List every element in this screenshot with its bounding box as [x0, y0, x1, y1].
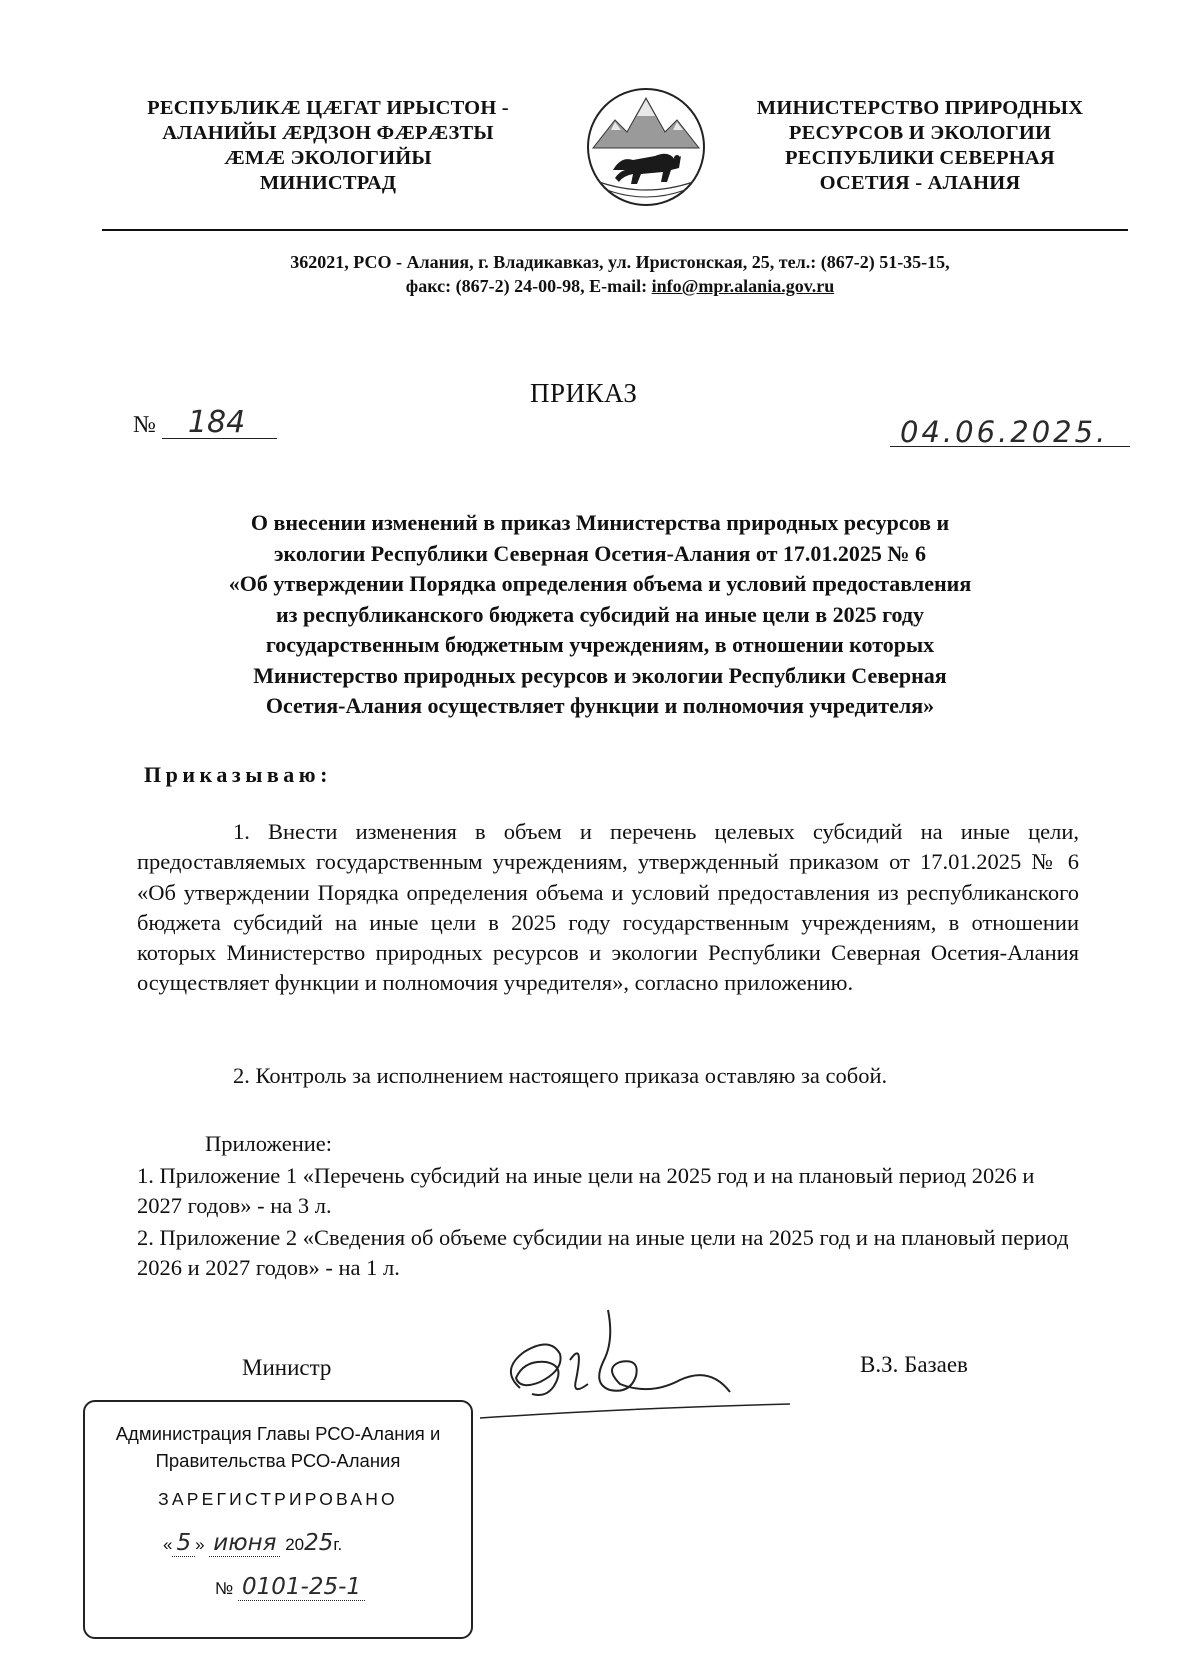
- header-left-line: ÆМÆ ЭКОЛОГИЙЫ: [224, 147, 432, 169]
- contact-line: [120, 274, 1120, 298]
- stamp-year-prefix: 20: [285, 1535, 305, 1554]
- stamp-org-line: Правительства РСО-Алания: [155, 1450, 401, 1471]
- header-right-line: РЕСУРСОВ И ЭКОЛОГИИ: [788, 122, 1052, 144]
- address-line: 362021, РСО - Алания, г. Владикавказ, ул. Иристонская, 25, тел.: (867-2) 51-35-15,: [290, 252, 950, 272]
- stamp-number-value: 0101-25-1: [238, 1574, 365, 1601]
- document-title: ПРИКАЗ: [530, 378, 638, 408]
- stamp-registered-label: ЗАРЕГИСТРИРОВАНО: [158, 1489, 398, 1509]
- order-date: [890, 415, 1130, 449]
- stamp-org-line: Администрация Главы РСО-Алания и: [115, 1423, 441, 1444]
- decree-heading: Приказываю:: [144, 762, 332, 787]
- registration-stamp: [83, 1400, 473, 1639]
- attachment-item: 1. Приложение 1 «Перечень субсидий на иные цели на 2025 год и на плановый период 2026 и 2027 годов» - на 3 л.: [137, 1163, 1035, 1219]
- subject-line: Министерство природных ресурсов и экологии Республики Северная: [253, 662, 947, 688]
- subject-line: из республиканского бюджета субсидий на иные цели в 2025 году: [275, 601, 925, 627]
- header-left-title: [128, 96, 528, 196]
- order-number-value: 184: [187, 405, 246, 440]
- subject-line: «Об утверждении Порядка определения объема и условий предоставления: [228, 571, 972, 596]
- number-field: [162, 405, 277, 440]
- subject-line: государственным бюджетным учреждениям, в отношении которых: [265, 632, 935, 657]
- stamp-day: 5: [172, 1530, 195, 1557]
- stamp-month: июня: [209, 1530, 280, 1557]
- header-left-line: АЛАНИЙЫ ÆРДЗОН ФÆРÆЗТЫ: [162, 122, 494, 144]
- signatory-name: В.З. Базаев: [860, 1352, 968, 1377]
- number-label: №: [133, 412, 156, 438]
- header-right-title: [735, 96, 1105, 196]
- header-divider: [102, 229, 1128, 231]
- header-left-line: РЕСПУБЛИКÆ ЦÆГАТ ИРЫСТОН -: [147, 97, 509, 119]
- header-right-line: МИНИСТЕРСТВО ПРИРОДНЫХ: [756, 97, 1084, 119]
- attachment-item: 2. Приложение 2 «Сведения об объеме субсидии на иные цели на 2025 год и на плановый период 2026 и 2027 годов» - на 1 л.: [137, 1225, 1069, 1281]
- signatory-position: Министр: [242, 1355, 332, 1380]
- stamp-organization: [85, 1420, 471, 1474]
- stamp-date: « 5 » июня 2025г.: [163, 1530, 343, 1556]
- order-item: 1. Внести изменения в объем и перечень целевых субсидий на иные цели, предоставляемых государственным учреждениям, утвержденный приказом от 17.01.2025 № 6 «Об утверждении Порядка определения объема и условий предоставления из республиканского бюджета субсидий на иные цели в 2025 году государственным учреждениям, в отношении которых Министерство природных ресурсов и экологии Республики Северная Осетия-Алания осуществляет функции и полномочия учредителя», согласно приложению.: [137, 819, 1079, 996]
- stamp-year-unit: г.: [333, 1535, 343, 1554]
- order-subject: [150, 508, 1050, 722]
- subject-line: Осетия-Алания осуществляет функции и полномочия учредителя»: [265, 693, 935, 718]
- subject-line: О внесении изменений в приказ Министерства природных ресурсов и: [250, 510, 950, 535]
- order-date-value: 04.06.2025.: [900, 415, 1109, 449]
- stamp-number: [215, 1574, 365, 1600]
- coat-of-arms-icon: [585, 86, 707, 208]
- header-left-line: МИНИСТРАД: [259, 172, 397, 194]
- attachments-heading: Приложение:: [205, 1131, 333, 1156]
- order-item: 2. Контроль за исполнением настоящего приказа оставляю за собой.: [233, 1063, 888, 1088]
- handwritten-signature: [480, 1300, 800, 1420]
- email-link[interactable]: info@mpr.alania.gov.ru: [651, 276, 835, 296]
- fax-text: факс: (867-2) 24-00-98, E-mail:: [405, 276, 652, 296]
- subject-line: экологии Республики Северная Осетия-Алания от 17.01.2025 № 6: [273, 540, 927, 566]
- stamp-year-suffix: 25: [304, 1530, 334, 1556]
- order-number: [133, 405, 277, 440]
- stamp-number-label: №: [215, 1579, 234, 1598]
- header-right-line: РЕСПУБЛИКИ СЕВЕРНАЯ: [785, 147, 1055, 169]
- header-right-line: ОСЕТИЯ - АЛАНИЯ: [819, 172, 1021, 194]
